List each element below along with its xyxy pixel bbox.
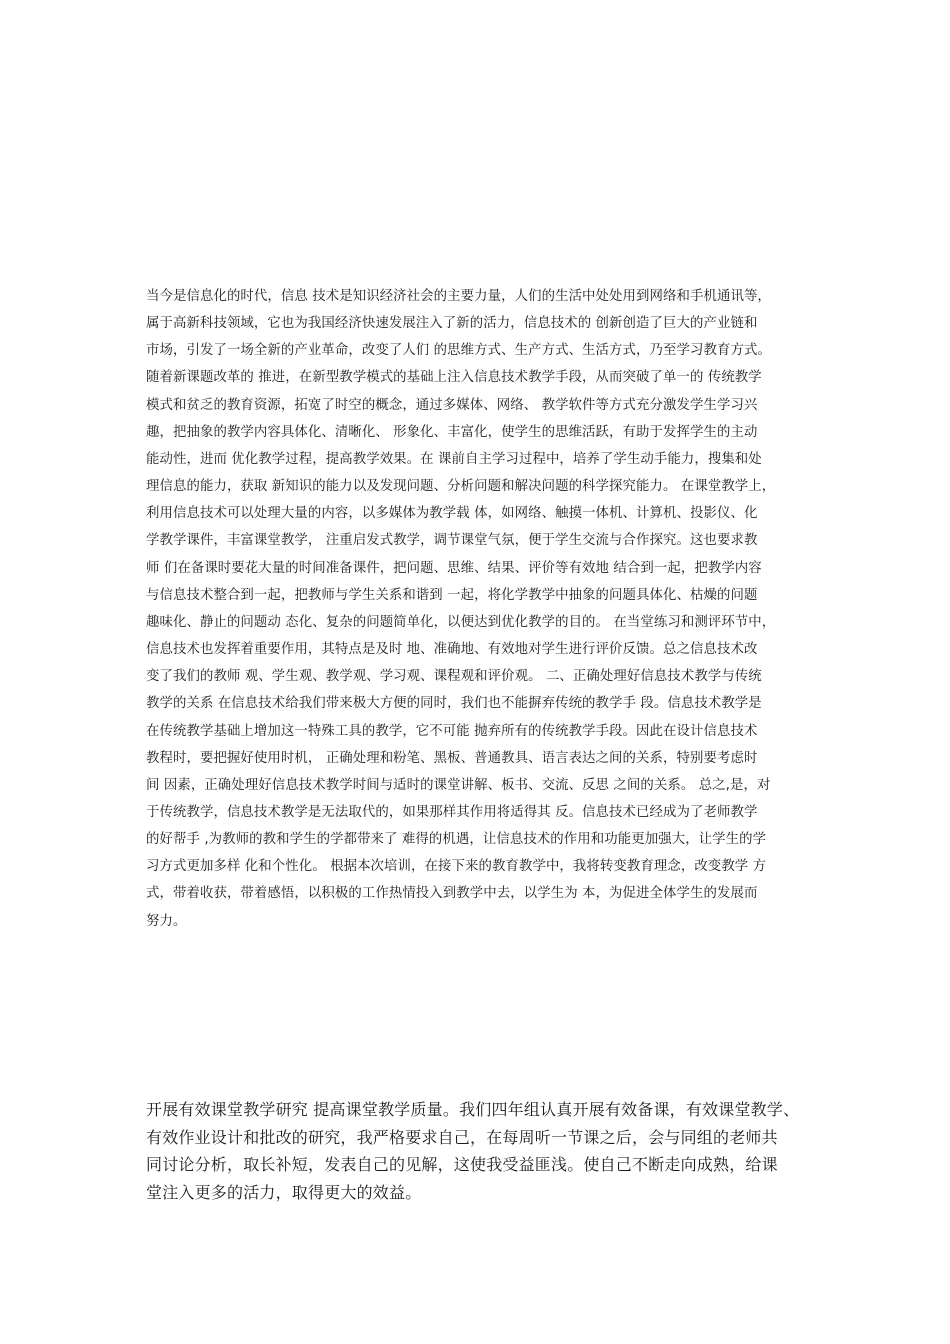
text-line: 学教学课件，丰富课堂教学， 注重启发式教学，调节课堂气氛，便于学生交流与合作探究。这也要求教 [146, 533, 758, 549]
text-line: 堂注入更多的活力，取得更大的效益。 [146, 1182, 422, 1202]
text-line: 信息技术也发挥着重要作用，其特点是及时 地、准确地、有效地对学生进行评价反馈。总之信息技术改 [146, 642, 758, 658]
text-line: 利用信息技术可以处理大量的内容，以多媒体为教学载 体，如网络、触摸一体机、计算机、投影仪、化 [146, 506, 758, 522]
text-line: 努力。 [146, 913, 187, 929]
text-line: 同讨论分析，取长补短，发表自己的见解，这使我受益匪浅。使自己不断走向成熟，给课 [146, 1155, 778, 1174]
text-line: 间 因素，正确处理好信息技术教学时间与适时的课堂讲解、板书、交流、反思 之间的关系。 总之,是，对 [146, 777, 771, 793]
text-line: 模式和贫乏的教育资源，拓宽了时空的概念，通过多媒体、网络、 教学软件等方式充分激发学生学习兴 [146, 397, 758, 413]
paragraph-info-technology [146, 283, 775, 935]
text-line: 当今是信息化的时代，信息 技术是知识经济社会的主要力量，人们的生活中处处用到网络和手机通讯等， [146, 289, 771, 304]
text-line: 趣，把抽象的教学内容具体化、清晰化、 形象化、丰富化，使学生的思维活跃，有助于发挥学生的主动 [146, 424, 758, 440]
text-line: 理信息的能力，获取 新知识的能力以及发现问题、分析问题和解决问题的科学探究能力。 在课堂教学上， [146, 479, 776, 495]
text-line: 属于高新科技领域，它也为我国经济快速发展注入了新的活力，信息技术的 创新创造了巨大的产业链和 [146, 316, 758, 332]
text-line: 能动性，进而 优化教学过程，提高教学效果。在 课前自主学习过程中，培养了学生动手能力，搜集和处 [146, 451, 762, 467]
text-line: 变了我们的教师 观、学生观、教学观、学习观、课程观和评价观。 二、正确处理好信息技术教学与传统 [146, 669, 762, 685]
text-line: 习方式更加多样 化和个性化。 根据本次培训，在接下来的教育教学中，我将转变教育理念，改变教学 方 [146, 859, 767, 875]
text-line: 教程时，要把握好使用时机， 正确处理和粉笔、黑板、普通教具、语言表达之间的关系，特别要考虑时 [146, 750, 758, 766]
text-line: 于传统教学，信息技术教学是无法取代的，如果那样其作用将适得其 反。信息技术已经成为了老师教学 [146, 804, 758, 820]
text-line: 式，带着收获，带着感悟，以积极的工作热情投入到教学中去，以学生为 本，为促进全体学生的发展而 [146, 886, 758, 902]
paragraph-effective-teaching [146, 1096, 799, 1206]
text-line: 有效作业设计和批改的研究，我严格要求自己，在每周听一节课之后，会与同组的老师共 [146, 1127, 778, 1147]
text-line: 师 们在备课时要花大量的时间准备课件，把问题、思维、结果、评价等有效地 结合到一起，把教学内容 [146, 560, 762, 576]
text-line: 市场，引发了一场全新的产业革命，改变了人们 的思维方式、生产方式、生活方式，乃至学习教育方式。 [146, 343, 771, 359]
text-line: 教学的关系 在信息技术给我们带来极大方便的同时，我们也不能摒弃传统的教学手 段。信息技术教学是 [146, 696, 762, 712]
text-line: 趣味化、静止的问题动 态化、复杂的问题简单化，以便达到优化教学的目的。 在当堂练习和测评环节中， [146, 614, 776, 630]
text-line: 开展有效课堂教学研究 提高课堂教学质量。我们四年组认真开展有效备课，有效课堂教学、 [146, 1100, 800, 1119]
text-line: 与信息技术整合到一起，把教师与学生关系和谐到 一起，将化学教学中抽象的问题具体化、枯燥的问题 [146, 587, 758, 603]
text-line: 在传统教学基础上增加这一特殊工具的教学，它不可能 抛弃所有的传统教学手段。因此在设计信息技术 [146, 723, 758, 739]
text-line: 的好帮手 ,为教师的教和学生的学都带来了 难得的机遇，让信息技术的作用和功能更加强大，让学生的学 [146, 832, 767, 848]
text-line: 随着新课题改革的 推进，在新型教学模式的基础上注入信息技术教学手段，从而突破了单一的 传统教学 [146, 370, 762, 386]
